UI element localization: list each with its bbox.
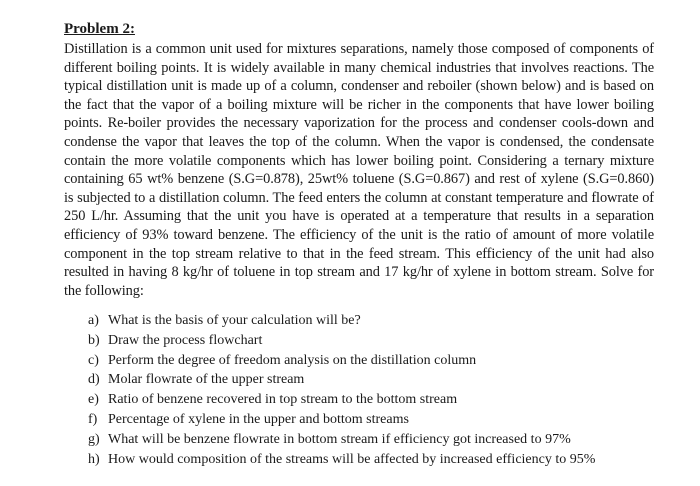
question-label: b) xyxy=(88,332,100,348)
question-item xyxy=(88,450,595,470)
question-label: g) xyxy=(88,431,100,447)
question-text: Percentage of xylene in the upper and bottom streams xyxy=(108,411,409,427)
question-label: c) xyxy=(88,352,99,368)
question-item xyxy=(88,370,595,390)
question-label: e) xyxy=(88,392,99,408)
question-label: a) xyxy=(88,313,99,328)
question-item xyxy=(88,390,595,410)
question-text: How would composition of the streams will be affected by increased efficiency to 95% xyxy=(108,451,596,467)
question-list xyxy=(88,311,595,469)
problem-title: Problem 2: xyxy=(64,21,135,37)
question-item xyxy=(88,410,595,430)
question-text: What will be benzene flowrate in bottom stream if efficiency got increased to 97% xyxy=(108,431,571,447)
question-text: What is the basis of your calculation will be? xyxy=(108,313,361,328)
question-label: f) xyxy=(88,411,98,427)
question-item xyxy=(88,351,595,371)
question-text: Ratio of benzene recovered in top stream to the bottom stream xyxy=(108,392,458,408)
question-text: Molar flowrate of the upper stream xyxy=(108,372,305,388)
question-text: Draw the process flowchart xyxy=(108,332,263,348)
question-item xyxy=(88,331,595,351)
question-label: h) xyxy=(88,451,100,467)
question-item xyxy=(88,430,595,450)
question-label: d) xyxy=(88,372,100,388)
question-item xyxy=(88,311,595,331)
question-text: Perform the degree of freedom analysis on the distillation column xyxy=(108,352,477,368)
problem-statement: Distillation is a common unit used for mixtures separations, namely those composed of components of different boiling points. It is widely available in many chemical industries that involves reactions. The typical distillation unit is made up of a column, condenser and reboiler (shown below) and is based on the fact that the vapor of a boiling mixture will be richer in the components that have lower boiling points. Re-boiler provides the necessary vaporization for the process and condenser cools-down and condense the vapor that leaves the top of the column. When the vapor is condensed, the condensate contain the more volatile components which has lower boiling point. Considering a ternary mixture containing 65 wt% benzene (S.G=0.878), 25wt% toluene (S.G=0.867) and rest of xylene (S.G=0.860) is subjected to a distillation column. The feed enters the column at constant temperature and flowrate of 250 L/hr. Assuming that the unit you have is operated at a temperature that results in a separation efficiency of 93% toward benzene. The efficiency of the unit is the ratio of amount of more volatile component in the top stream relative to that in the feed stream. This efficiency of the unit had also resulted in having 8 kg/hr of toluene in top stream and 17 kg/hr of xylene in bottom stream. Solve for the following: xyxy=(64,41,654,299)
